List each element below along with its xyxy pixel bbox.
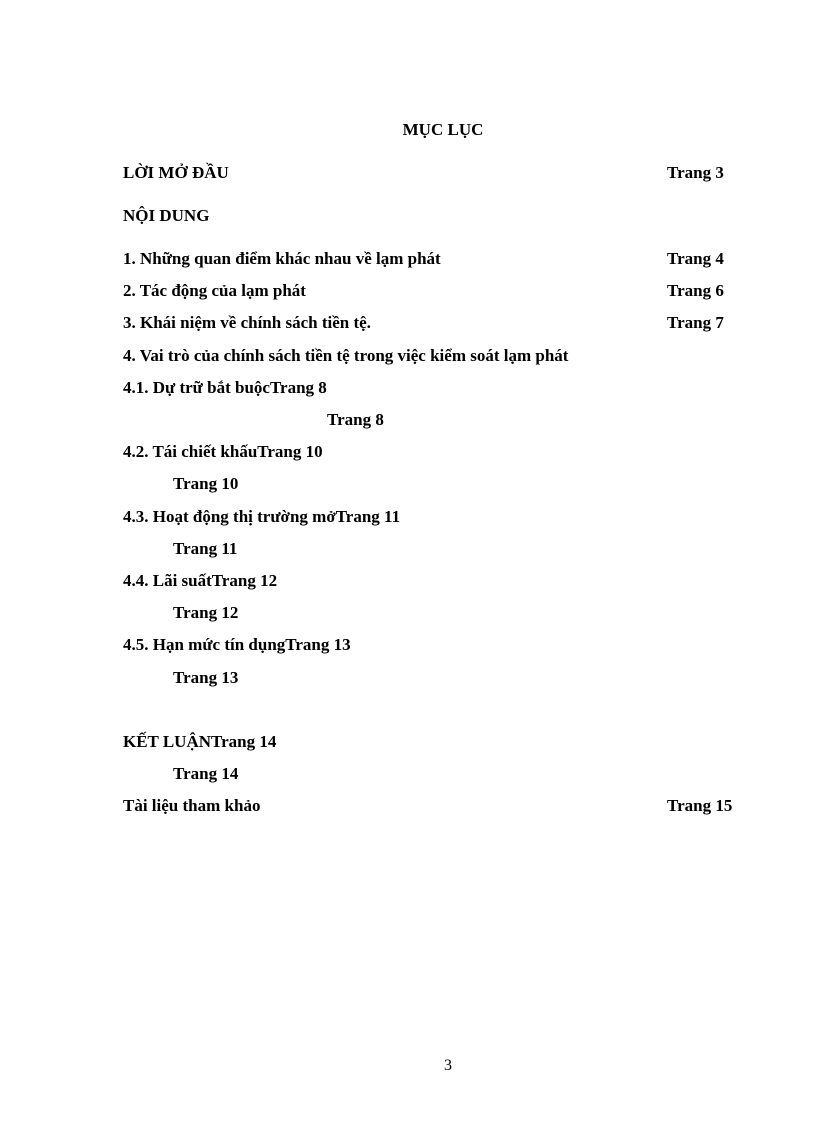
toc-item-4-2-page: Trang 10 bbox=[173, 474, 239, 493]
toc-item-1-label: 1. Những quan điểm khác nhau về lạm phát bbox=[123, 249, 441, 268]
toc-item-1-page: Trang 4 bbox=[667, 249, 724, 268]
toc-item-4-1-label: 4.1. Dự trữ bắt buộcTrang 8 bbox=[123, 378, 327, 397]
toc-item-3-label: 3. Khái niệm về chính sách tiền tệ. bbox=[123, 313, 371, 332]
toc-content-heading: NỘI DUNG bbox=[123, 206, 210, 225]
toc-item-2-label: 2. Tác động của lạm phát bbox=[123, 281, 306, 300]
toc-item-3-page: Trang 7 bbox=[667, 313, 724, 332]
toc-item-4-1-page: Trang 8 bbox=[327, 410, 384, 429]
toc-item-4-4-label: 4.4. Lãi suấtTrang 12 bbox=[123, 571, 278, 590]
toc-item-4-3-page: Trang 11 bbox=[173, 539, 238, 558]
toc-intro-label: LỜI MỞ ĐẦU bbox=[123, 163, 229, 182]
toc-item-4-label: 4. Vai trò của chính sách tiền tệ trong việc kiểm soát lạm phát bbox=[123, 346, 569, 365]
toc-references-label: Tài liệu tham khảo bbox=[123, 796, 261, 815]
toc-item-4-2-label: 4.2. Tái chiết khấuTrang 10 bbox=[123, 442, 323, 461]
page-number: 3 bbox=[444, 1057, 452, 1074]
toc-item-4-5-label: 4.5. Hạn mức tín dụngTrang 13 bbox=[123, 635, 351, 654]
toc-conclusion-page: Trang 14 bbox=[173, 764, 239, 783]
toc-item-4-3-label: 4.3. Hoạt động thị trường mởTrang 11 bbox=[123, 507, 401, 526]
toc-intro-page: Trang 3 bbox=[667, 163, 724, 182]
toc-item-4-4-page: Trang 12 bbox=[173, 603, 239, 622]
toc-item-4-5-page: Trang 13 bbox=[173, 668, 239, 687]
toc-conclusion-label: KẾT LUẬNTrang 14 bbox=[123, 732, 277, 751]
toc-references-page: Trang 15 bbox=[667, 796, 733, 815]
page-title: MỤC LỤC bbox=[402, 120, 484, 139]
toc-item-2-page: Trang 6 bbox=[667, 281, 724, 300]
